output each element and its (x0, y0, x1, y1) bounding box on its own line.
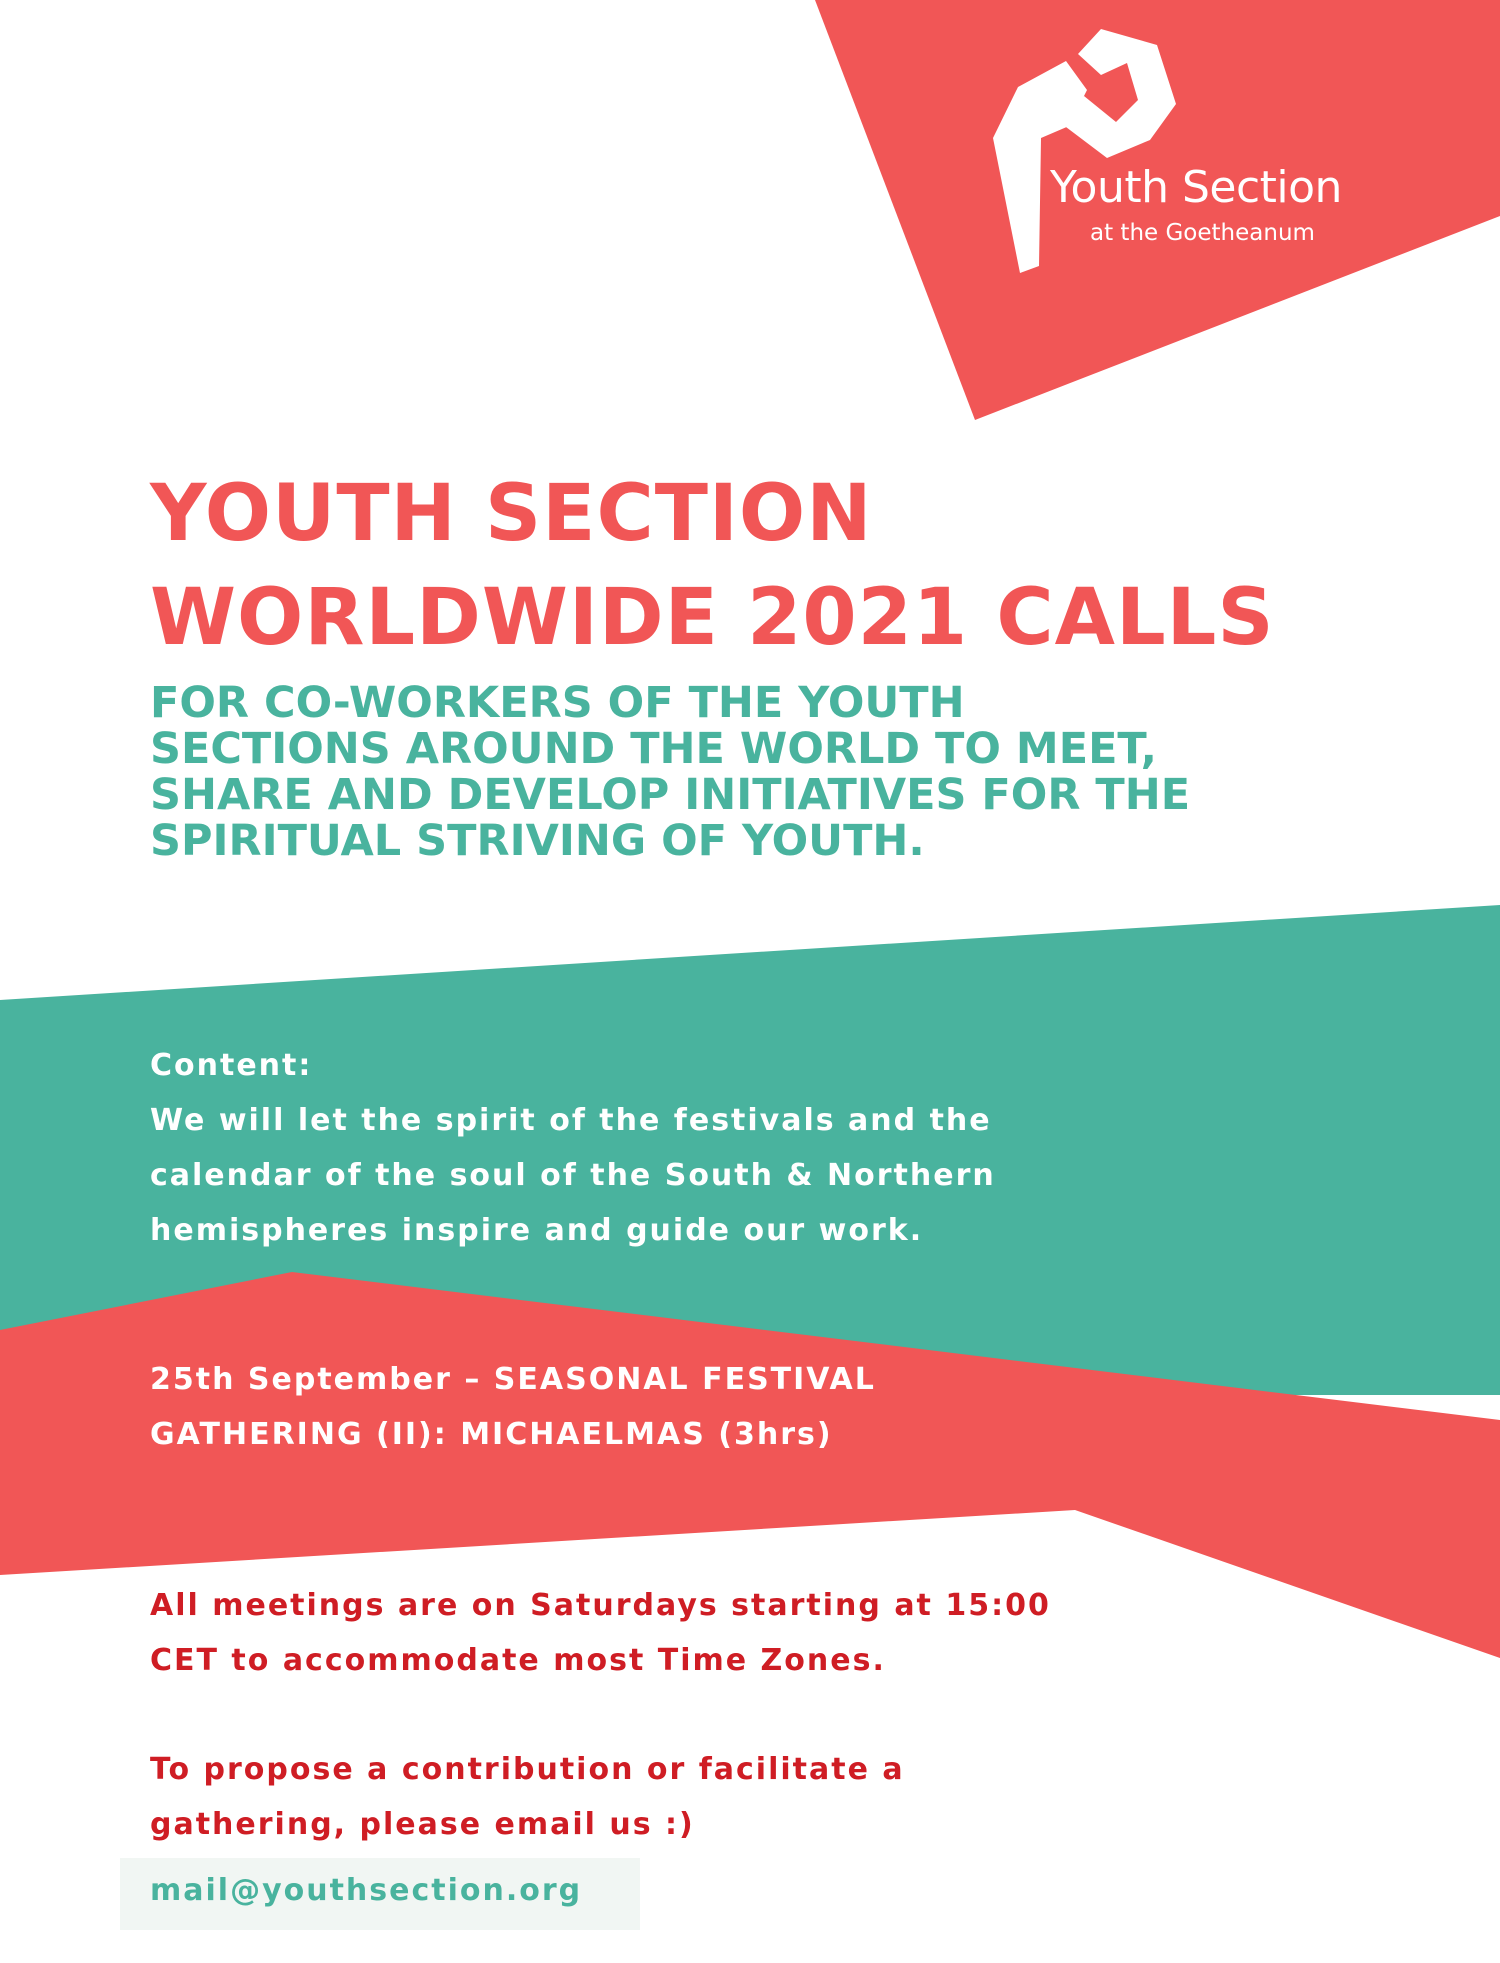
festival-line-1: 25th September – SEASONAL FESTIVAL (150, 1362, 876, 1397)
festival-line-2: GATHERING (II): MICHAELMAS (3hrs) (150, 1417, 833, 1452)
schedule-line-1: All meetings are on Saturdays starting at 15:00 (150, 1588, 1051, 1623)
content-label: Content: (150, 1048, 313, 1083)
content-section (150, 1038, 996, 1258)
subheadline-line-2: SECTIONS AROUND THE WORLD TO MEET, (150, 724, 1157, 774)
propose-line-2: gathering, please email us :) (150, 1807, 695, 1842)
propose-section (150, 1742, 905, 1852)
schedule-section (150, 1578, 1051, 1688)
subheadline-line-3: SHARE AND DEVELOP INITIATIVES FOR THE (150, 770, 1191, 820)
logo (980, 26, 1360, 286)
page-title-line-2: WORLDWIDE 2021 CALLS (150, 573, 1275, 663)
email-link[interactable]: mail@youthsection.org (150, 1873, 583, 1908)
email-box (120, 1858, 640, 1930)
content-line-2: calendar of the soul of the South & Northern (150, 1158, 996, 1193)
subheadline (150, 680, 1190, 864)
content-line-1: We will let the spirit of the festivals and the (150, 1103, 992, 1138)
subheadline-line-4: SPIRITUAL STRIVING OF YOUTH. (150, 816, 925, 866)
schedule-line-2: CET to accommodate most Time Zones. (150, 1643, 886, 1678)
logo-subtitle: at the Goetheanum (1090, 220, 1315, 246)
page-title (150, 462, 1275, 670)
logo-title: Youth Section (1050, 162, 1342, 213)
page-title-line-1: YOUTH SECTION (150, 469, 873, 559)
subheadline-line-1: FOR CO-WORKERS OF THE YOUTH (150, 678, 965, 728)
festival-section (150, 1352, 876, 1462)
content-line-3: hemispheres inspire and guide our work. (150, 1213, 924, 1248)
propose-line-1: To propose a contribution or facilitate a (150, 1752, 905, 1787)
